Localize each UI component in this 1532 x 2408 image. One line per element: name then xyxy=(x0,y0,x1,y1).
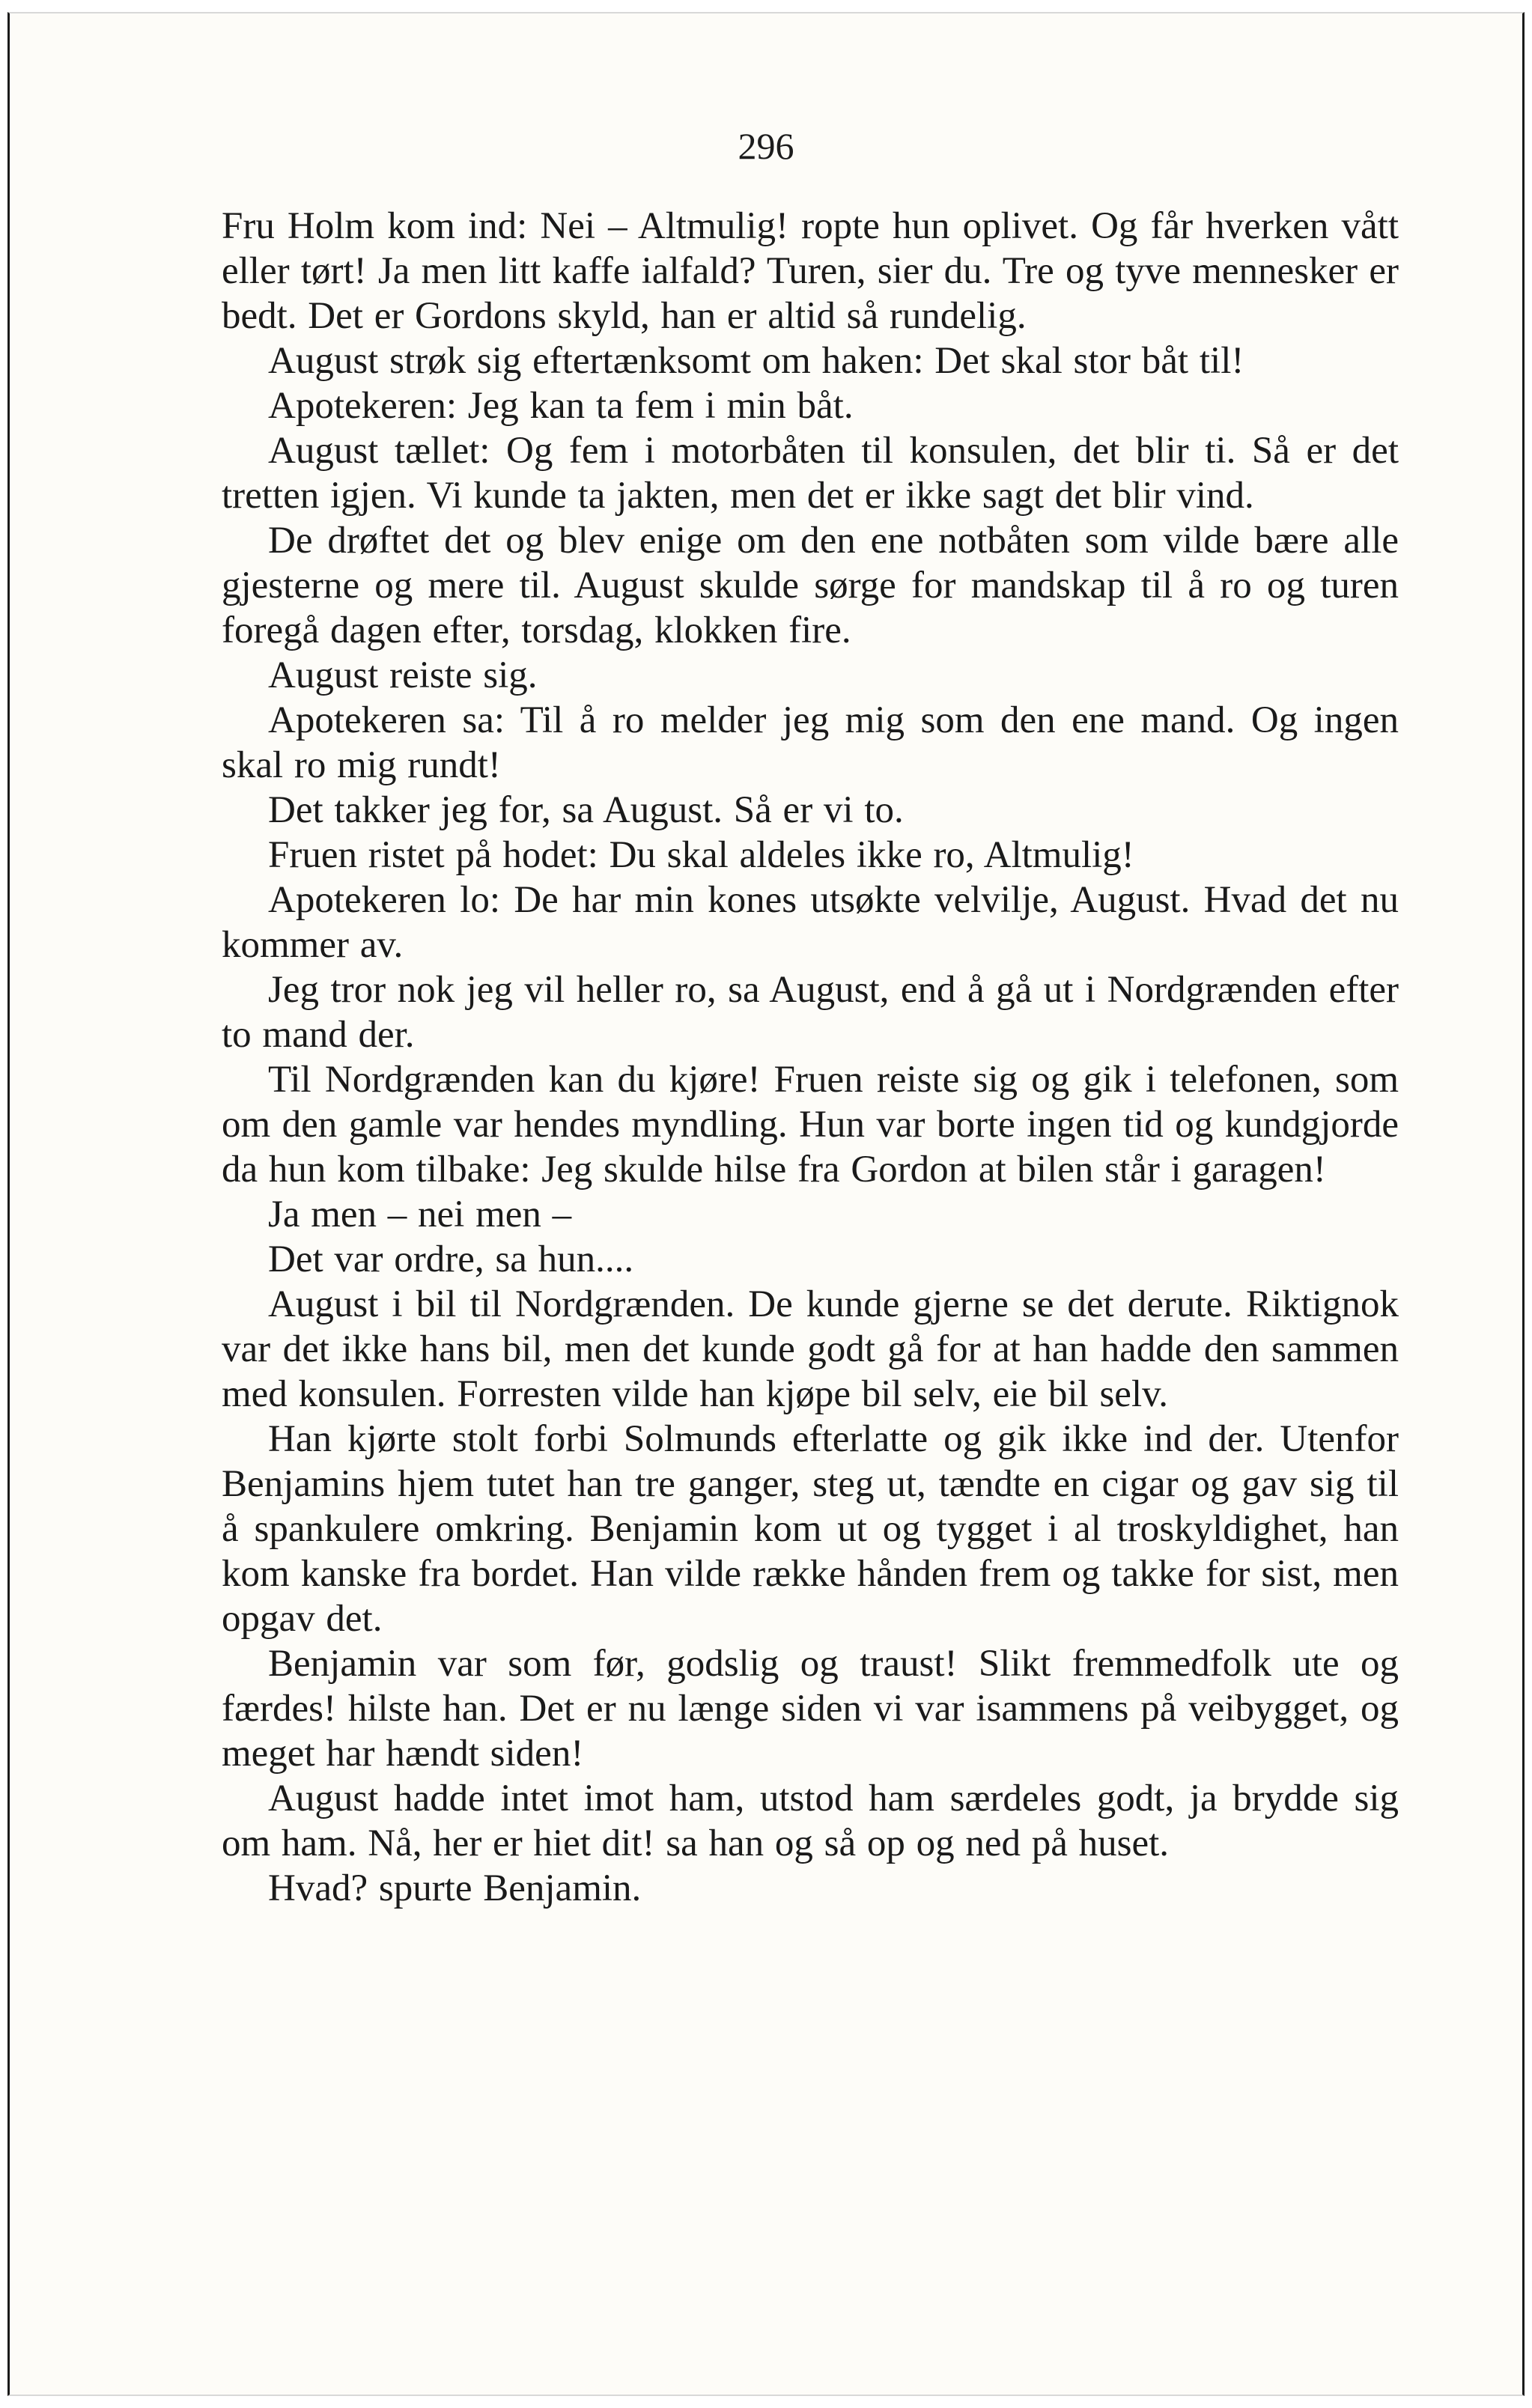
page-number: 296 xyxy=(738,125,794,167)
paragraph: August tællet: Og fem i motorbåten til konsulen, det blir ti. Så er det tretten igjen. Vi kunde ta jakten, men det er ikke sagt det blir vind. xyxy=(222,430,1399,517)
paragraph: August i bil til Nordgrænden. De kunde gjerne se det derute. Riktignok var det ikke hans bil, men det kunde godt gå for at han hadde den sammen med konsulen. Forresten vilde han kjøpe bil selv, eie bil selv. xyxy=(222,1283,1399,1415)
paragraph: August strøk sig eftertænksomt om haken: Det skal stor båt til! xyxy=(268,340,1244,382)
body-text xyxy=(222,204,1399,1911)
paragraph: August reiste sig. xyxy=(268,654,538,696)
paragraph: Fru Holm kom ind: Nei – Altmulig! ropte hun oplivet. Og får hverken vått eller tørt! Ja men litt kaffe ialfald? Turen, sier du. Tre og tyve mennesker er bedt. Det er Gordons skyld, han er altid så rundelig. xyxy=(222,205,1399,337)
paragraph: Til Nordgrænden kan du kjøre! Fruen reiste sig og gik i telefonen, som om den gamle var hendes myndling. Hun var borte ingen tid og kundgjorde da hun kom tilbake: Jeg skulde hilse fra Gordon at bilen står i garagen! xyxy=(222,1059,1399,1191)
paragraph: De drøftet det og blev enige om den ene notbåten som vilde bære alle gjesterne og mere til. August skulde sørge for mandskap til å ro og turen foregå dagen efter, torsdag, klokken fire. xyxy=(222,520,1399,651)
paragraph: August hadde intet imot ham, utstod ham særdeles godt, ja brydde sig om ham. Nå, her er hiet dit! sa han og så op og ned på huset. xyxy=(222,1778,1399,1864)
paragraph: Apotekeren sa: Til å ro melder jeg mig som den ene mand. Og ingen skal ro mig rundt! xyxy=(222,699,1399,786)
paragraph: Fruen ristet på hodet: Du skal aldeles ikke ro, Altmulig! xyxy=(268,834,1134,876)
paragraph: Benjamin var som før, godslig og traust! Slikt fremmedfolk ute og færdes! hilste han. Det er nu længe siden vi var isammens på veibygget, og meget har hændt siden! xyxy=(222,1643,1399,1775)
paragraph: Jeg tror nok jeg vil heller ro, sa August, end å gå ut i Nordgrænden efter to mand der. xyxy=(222,969,1399,1056)
paragraph: Apotekeren: Jeg kan ta fem i min båt. xyxy=(268,385,854,427)
paragraph: Det takker jeg for, sa August. Så er vi to. xyxy=(268,789,904,831)
paragraph: Apotekeren lo: De har min kones utsøkte velvilje, August. Hvad det nu kommer av. xyxy=(222,879,1399,966)
paragraph: Hvad? spurte Benjamin. xyxy=(268,1867,642,1909)
paragraph: Ja men – nei men – xyxy=(268,1194,572,1235)
paragraph: Han kjørte stolt forbi Solmunds efterlatte og gik ikke ind der. Utenfor Benjamins hjem tutet han tre ganger, steg ut, tændte en cigar og gav sig til å spankulere omkring. Benjamin kom ut og tygget i al troskyldighet, han kom kanske fra bordet. Han vilde række hånden frem og takke for sist, men opgav det. xyxy=(222,1418,1399,1640)
paragraph: Det var ordre, sa hun.... xyxy=(268,1238,634,1280)
